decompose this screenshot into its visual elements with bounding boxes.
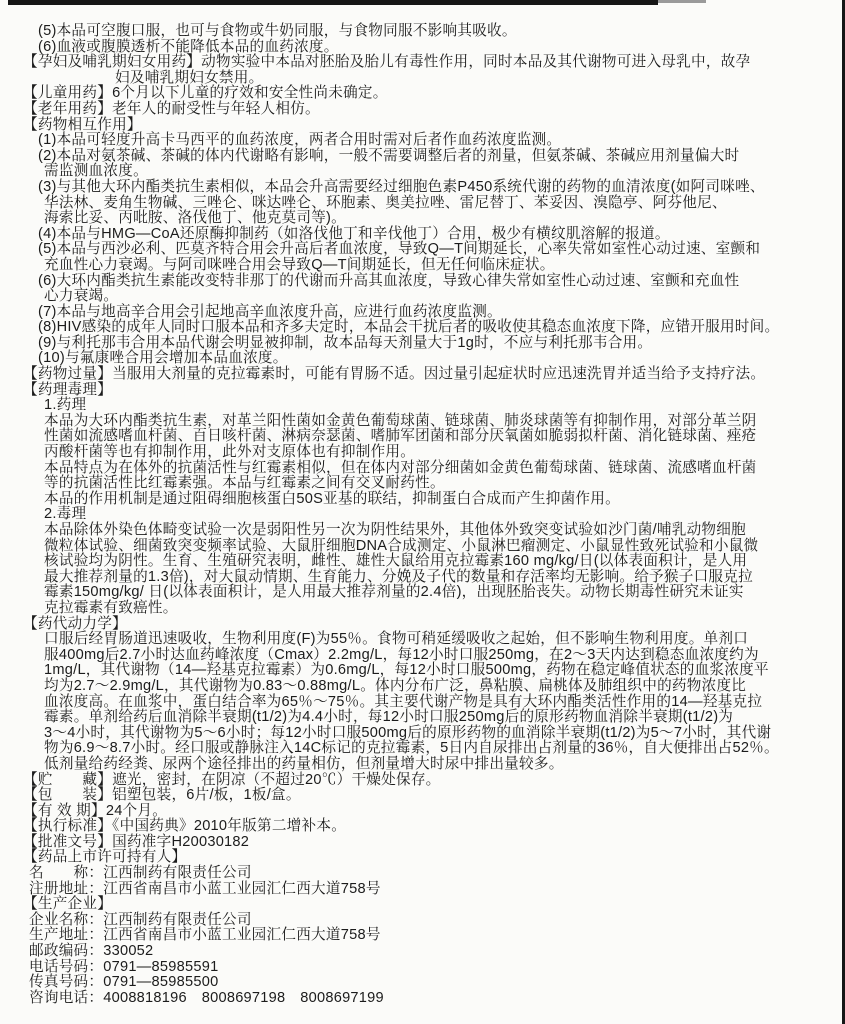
doc-line: 企业名称：江西制药有限责任公司 [29, 911, 252, 928]
doc-line: 2.毒理 [44, 506, 87, 523]
doc-line: 3～4小时，其代谢物为5～6小时；每12小时口服500mg后的原形药物的血消除半衰期(t1/2)为5～7小时，其代谢 [44, 724, 772, 741]
doc-line: 生产地址：江西省南昌市小蓝工业园汇仁西大道758号 [29, 927, 381, 944]
doc-line: 【药理毒理】 [23, 381, 113, 398]
doc-line: 服400mg后2.7小时达血药峰浓度（Cmax）2.2mg/L，每12小时口服250mg，在2～3天内达到稳态血浓度约为 [44, 646, 759, 663]
doc-line: 咨询电话：4008818196 8008697198 8008697199 [29, 989, 384, 1006]
document-text [0, 24, 838, 1006]
doc-line: 丙酸杆菌等也有抑制作用，此外对支原体也有抑制作用。 [44, 444, 416, 461]
doc-line: (5)本品与西沙必利、匹莫齐特合用会升高后者血浓度，导致Q—T间期延长，心率失常如室性心动过速、室颤和 [38, 241, 761, 258]
doc-line: 名 称：江西制药有限责任公司 [29, 865, 252, 882]
doc-line: 【有 效 期】24个月。 [23, 802, 168, 819]
scan-artifact-top-bar-fade [658, 0, 706, 3]
doc-line: 1mg/L，其代谢物（14—羟基克拉霉素）为0.6mg/L，每12小时口服500mg，药物在稳定峰值状态的血浆浓度平 [44, 662, 769, 679]
doc-line: 传真号码：0791—85985500 [29, 974, 219, 991]
doc-line: 【包 装】铝塑包装，6片/板，1板/盒。 [23, 787, 301, 804]
doc-line: (4)本品与HMG—CoA还原酶抑制药（如洛伐他丁和辛伐他丁）合用，极少有横纹肌溶解的报道。 [38, 225, 670, 242]
doc-line: 【药代动力学】 [23, 615, 127, 632]
doc-line: 妇及哺乳期妇女禁用。 [115, 69, 264, 86]
doc-line: 【孕妇及哺乳期妇女用药】动物实验中本品对胚胎及胎儿有毒性作用，同时本品及其代谢物可进入母乳中，故孕 [23, 54, 751, 71]
doc-line: (8)HIV感染的成年人同时口服本品和齐多夫定时，本品会干扰后者的吸收使其稳态血浓度下降，应错开服用时间。 [38, 319, 780, 336]
doc-line: 本品为大环内酯类抗生素，对革兰阳性菌如金黄色葡萄球菌、链球菌、肺炎球菌等有抑制作用，对部分革兰阴 [44, 412, 757, 429]
doc-line: 本品的作用机制是通过阻碍细胞核蛋白50S亚基的联结，抑制蛋白合成而产生抑菌作用。 [44, 490, 620, 507]
doc-line: 性菌如流感嗜血杆菌、百日咳杆菌、淋病奈瑟菌、嗜肺军团菌和部分厌氧菌如脆弱拟杆菌、消化链球菌、痤疮 [44, 428, 757, 445]
doc-line: (7)本品与地高辛合用会引起地高辛血浓度升高，应进行血药浓度监测。 [38, 303, 502, 320]
doc-line: 低剂量给药经粪、尿两个途径排出的药量相仿，但剂量增大时尿中排出量较多。 [44, 755, 564, 772]
doc-line: (6)血液或腹膜透析不能降低本品的血药浓度。 [38, 38, 339, 55]
doc-line: 克拉霉素有致癌性。 [44, 599, 178, 616]
doc-line: 口服后经胃肠道迅速吸收，生物利用度(F)为55％。食物可稍延缓吸收之起始，但不影响生物利用度。单剂口 [44, 631, 749, 648]
doc-line: 最大推荐剂量的1.3倍)，对大鼠动情期、生育能力、分娩及子代的数量和存活率均无影响。给予猴子口服克拉 [44, 568, 753, 585]
doc-line: 【儿童用药】6个月以下儿童的疗效和安全性尚未确定。 [23, 85, 388, 102]
doc-line: (10)与氟康唑合用会增加本品血浓度。 [38, 350, 288, 367]
doc-line: 需监测血浓度。 [44, 163, 148, 180]
doc-line: (1)本品可轻度升高卡马西平的血药浓度，两者合用时需对后者作血药浓度监测。 [38, 132, 562, 149]
doc-line: 华法林、麦角生物碱、三唑仑、咪达唑仑、环胞素、奥美拉唑、雷尼替丁、苯妥因、溴隐亭、阿芬他尼、 [44, 194, 727, 211]
doc-line: 【老年用药】老年人的耐受性与年轻人相仿。 [23, 100, 320, 117]
doc-line: 注册地址：江西省南昌市小蓝工业园汇仁西大道758号 [29, 880, 381, 897]
doc-line: 核试验均为阴性。生育、生殖研究表明，雌性、雄性大鼠给用克拉霉素160 mg/kg/日(以体表面积计，是人用 [44, 553, 748, 570]
doc-line: 血浓度高。在血浆中，蛋白结合率为65％～75％。其主要代谢产物是具有大环内酯类活性作用的14—羟基克拉 [44, 693, 763, 710]
doc-line: (2)本品对氨茶碱、茶碱的体内代谢略有影响，一般不需要调整后者的剂量，但氨茶碱、茶碱应用剂量偏大时 [38, 147, 740, 164]
doc-line: (9)与利托那韦合用本品代谢会明显被抑制，故本品每天剂量大于1g时，不应与利托那韦合用。 [38, 334, 653, 351]
doc-line: 【执行标准】《中国药典》2010年版第二增补本。 [23, 818, 347, 835]
scan-artifact-top-bar [8, 0, 658, 5]
doc-line: 心力衰竭。 [44, 288, 119, 305]
doc-line: 电话号码：0791—85985591 [29, 958, 219, 975]
doc-line: 物为6.9～8.7小时。经口服或静脉注入14C标记的克拉霉素，5日内自尿排出占剂量的36％，自大便排出占52％。 [44, 740, 779, 757]
doc-line: 【生产企业】 [23, 896, 113, 913]
doc-line: 均为2.7～2.9mg/L，其代谢物为0.83～0.88mg/L。体内分布广泛，鼻粘膜、扁桃体及肺组织中的药物浓度比 [44, 677, 747, 694]
doc-line: 【药品上市许可持有人】 [23, 849, 187, 866]
doc-line: 本品特点为在体外的抗菌活性与红霉素相似，但在体内对部分细菌如金黄色葡萄球菌、链球菌、流感嗜血杆菌 [44, 459, 757, 476]
doc-line: 【药物相互作用】 [23, 116, 142, 133]
doc-line: 微粒体试验、细菌致突变频率试验、大鼠肝细胞DNA合成测定、小鼠淋巴瘤测定、小鼠显性致死试验和小鼠微 [44, 537, 759, 554]
doc-line: 1.药理 [44, 397, 87, 414]
doc-line: 充血性心力衰竭。与阿司咪唑合用会导致Q—T间期延长，但无任何临床症状。 [44, 256, 555, 273]
doc-line: 霉素150mg/kg/ 日(以体表面积计，是人用最大推荐剂量的2.4倍)，出现胚胎丧失。动物长期毒性研究未证实 [44, 584, 744, 601]
doc-line: (3)与其他大环内酯类抗生素相似，本品会升高需要经过细胞色素P450系统代谢的药物的血清浓度(如阿司咪唑、 [38, 178, 765, 195]
doc-line: (5)本品可空腹口服，也可与食物或牛奶同服，与食物同服不影响其吸收。 [38, 23, 517, 39]
doc-line: 本品除体外染色体畸变试验一次是弱阳性另一次为阴性结果外，其他体外致突变试验如沙门菌/哺乳动物细胞 [44, 522, 746, 538]
doc-line: 海索比妥、丙吡胺、洛伐他丁、他克莫司等)。 [44, 210, 346, 227]
doc-line: 【批准文号】国药准字H20030182 [23, 833, 250, 850]
doc-line: 【贮 藏】遮光，密封，在阴凉（不超过20℃）干燥处保存。 [23, 771, 441, 788]
doc-line: (6)大环内酯类抗生素能改变特非那丁的代谢而升高其血浓度，导致心律失常如室性心动过速、室颤和充血性 [38, 272, 740, 289]
doc-line: 邮政编码：330052 [29, 943, 154, 960]
doc-line: 霉素。单剂给药后血消除半衰期(t1/2)为4.4小时，每12小时口服250mg后的原形药物血消除半衰期(t1/2)为 [44, 709, 734, 726]
doc-line: 等的抗菌活性比红霉素强。本品与红霉素之间有交叉耐药性。 [44, 475, 445, 492]
doc-line: 【药物过量】当服用大剂量的克拉霉素时，可能有胃肠不适。因过量引起症状时应迅速洗胃并适当给予支持疗法。 [23, 366, 766, 383]
